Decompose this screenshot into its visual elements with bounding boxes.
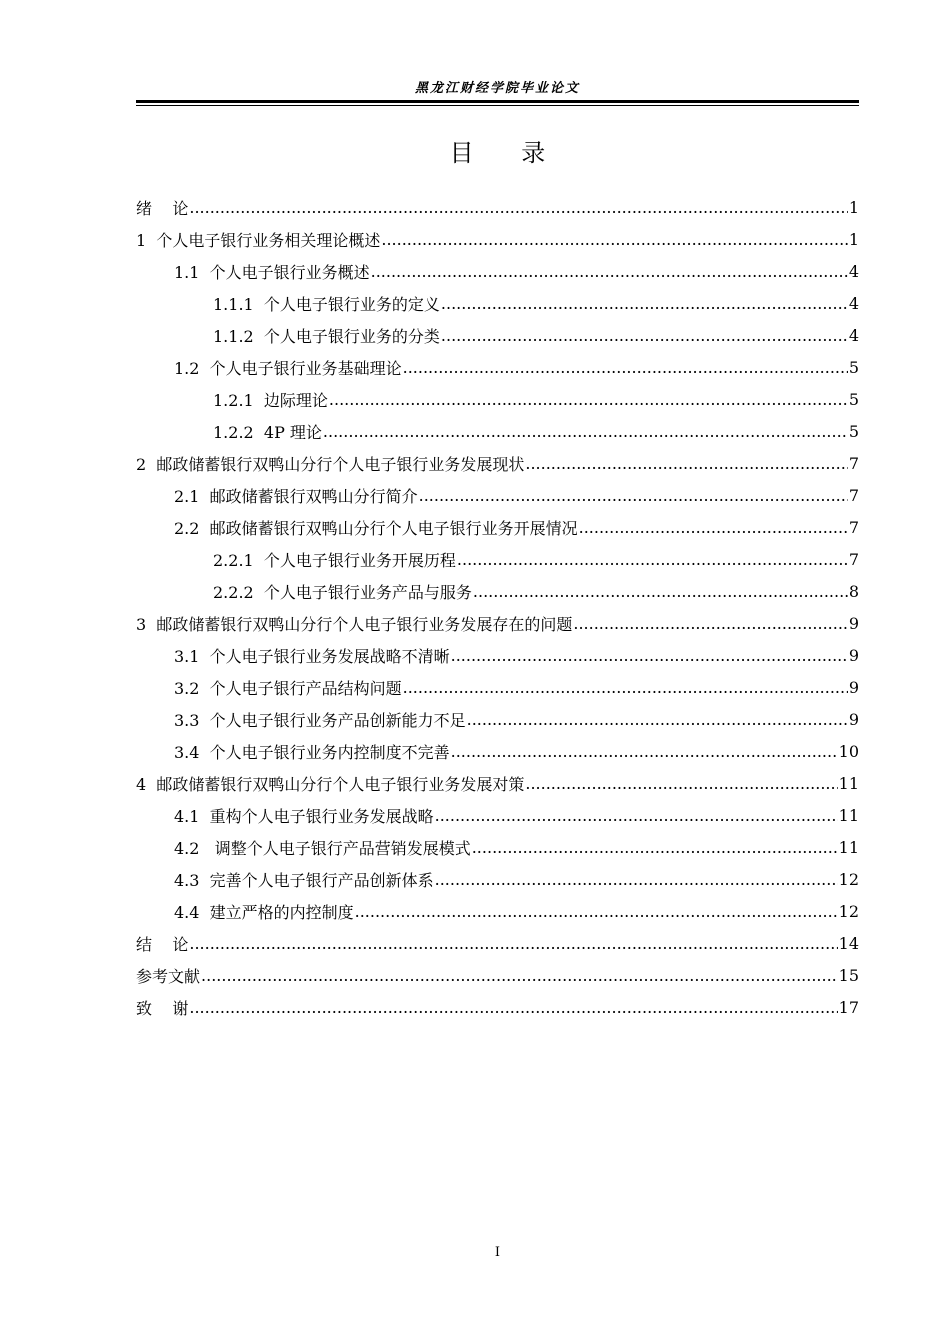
toc-title: 目 录	[449, 139, 546, 167]
toc-entry-3-1[interactable]	[136, 639, 859, 671]
toc-entry-label: 2.2.2 个人电子银行业务产品与服务	[213, 582, 472, 602]
toc-leader	[435, 806, 838, 825]
toc-entry-page: 5	[848, 357, 859, 377]
toc-entry-1-2-2[interactable]	[136, 415, 859, 447]
toc-entry-page: 7	[848, 517, 859, 537]
toc-entry-2-2-2[interactable]	[136, 575, 859, 607]
toc-entry-2-1[interactable]	[136, 479, 859, 511]
toc-entry-page: 4	[848, 261, 859, 281]
toc-entry-conclusion[interactable]	[136, 927, 859, 959]
toc-entry-page: 9	[848, 645, 859, 665]
toc-entry-page: 4	[848, 293, 859, 313]
toc-entry-label: 3.4 个人电子银行业务内控制度不完善	[174, 742, 450, 762]
toc-entry-label: 4.4 建立严格的内控制度	[174, 902, 354, 922]
toc-entry-label: 1.2.1 边际理论	[213, 390, 328, 410]
toc-entry-label: 1.1.2 个人电子银行业务的分类	[213, 326, 440, 346]
toc-entry-page: 7	[848, 485, 859, 505]
toc-entry-3[interactable]	[136, 607, 859, 639]
toc-entry-1-2[interactable]	[136, 351, 859, 383]
toc-leader	[525, 454, 847, 473]
toc-entry-page: 8	[848, 581, 859, 601]
toc-leader	[579, 518, 848, 537]
toc-entry-page: 9	[848, 709, 859, 729]
toc-entry-label: 结 论	[136, 934, 189, 954]
toc-entry-label: 1.2 个人电子银行业务基础理论	[174, 358, 402, 378]
toc-entry-page: 7	[848, 453, 859, 473]
toc-entry-1-1-1[interactable]	[136, 287, 859, 319]
toc-entry-page: 12	[838, 901, 859, 921]
toc-entry-page: 9	[848, 613, 859, 633]
toc-entry-label: 2.1 邮政储蓄银行双鸭山分行简介	[174, 486, 418, 506]
toc-entry-intro[interactable]	[136, 191, 859, 223]
toc-entry-2[interactable]	[136, 447, 859, 479]
toc-leader	[403, 358, 848, 377]
toc-leader	[189, 934, 837, 953]
toc-entry-label: 2.2.1 个人电子银行业务开展历程	[213, 550, 456, 570]
toc-leader	[419, 486, 848, 505]
toc-leader	[435, 870, 838, 889]
toc-leader	[201, 966, 838, 985]
toc-entry-4-2[interactable]	[136, 831, 859, 863]
toc-entry-4-4[interactable]	[136, 895, 859, 927]
toc-leader	[472, 838, 838, 857]
toc-leader	[189, 998, 837, 1017]
toc-entry-label: 4.2 调整个人电子银行产品营销发展模式	[174, 838, 471, 858]
toc-leader	[467, 710, 848, 729]
toc-entry-page: 1	[848, 197, 859, 217]
toc-entry-label: 3.3 个人电子银行业务产品创新能力不足	[174, 710, 466, 730]
toc-entry-4[interactable]	[136, 767, 859, 799]
toc-entry-1-1[interactable]	[136, 255, 859, 287]
toc-entry-label: 1.1 个人电子银行业务概述	[174, 262, 370, 282]
toc-entry-page: 14	[838, 933, 859, 953]
toc-entry-3-2[interactable]	[136, 671, 859, 703]
toc-leader	[451, 646, 848, 665]
toc-entry-page: 12	[838, 869, 859, 889]
toc-entry-1-2-1[interactable]	[136, 383, 859, 415]
header-rule-thick	[136, 100, 859, 103]
running-header: 黑龙江财经学院毕业论文	[414, 81, 580, 96]
toc-entry-label: 1.2.2 4P 理论	[213, 422, 322, 442]
toc-entry-page: 17	[838, 997, 859, 1017]
toc-leader	[329, 390, 848, 409]
toc-entry-page: 5	[848, 421, 859, 441]
toc-entry-label: 4 邮政储蓄银行双鸭山分行个人电子银行业务发展对策	[136, 774, 525, 794]
toc-entry-page: 7	[848, 549, 859, 569]
toc-entry-references[interactable]	[136, 959, 859, 991]
toc-leader	[441, 294, 848, 313]
toc-entry-label: 1 个人电子银行业务相关理论概述	[136, 230, 381, 250]
toc-entry-2-2-1[interactable]	[136, 543, 859, 575]
toc-entry-label: 3.2 个人电子银行产品结构问题	[174, 678, 402, 698]
toc-entry-label: 绪 论	[136, 198, 189, 218]
toc-leader	[355, 902, 838, 921]
toc-leader	[441, 326, 848, 345]
toc-entry-label: 致 谢	[136, 998, 189, 1018]
table-of-contents	[136, 191, 859, 1023]
toc-entry-page: 11	[838, 773, 859, 793]
header-rule-thin	[136, 105, 859, 106]
toc-leader	[189, 198, 847, 217]
toc-entry-label: 参考文献	[136, 966, 201, 986]
toc-entry-4-3[interactable]	[136, 863, 859, 895]
page-number: I	[494, 1245, 501, 1260]
toc-leader	[323, 422, 848, 441]
toc-entry-1[interactable]	[136, 223, 859, 255]
toc-leader	[457, 550, 848, 569]
toc-leader	[473, 582, 848, 601]
toc-entry-page: 9	[848, 677, 859, 697]
toc-entry-label: 1.1.1 个人电子银行业务的定义	[213, 294, 440, 314]
toc-entry-page: 4	[848, 325, 859, 345]
toc-entry-acknowledgements[interactable]	[136, 991, 859, 1023]
toc-leader	[371, 262, 848, 281]
toc-entry-label: 3 邮政储蓄银行双鸭山分行个人电子银行业务发展存在的问题	[136, 614, 573, 634]
toc-leader	[451, 742, 838, 761]
toc-entry-label: 4.1 重构个人电子银行业务发展战略	[174, 806, 434, 826]
toc-entry-2-2[interactable]	[136, 511, 859, 543]
toc-entry-4-1[interactable]	[136, 799, 859, 831]
toc-entry-label: 3.1 个人电子银行业务发展战略不清晰	[174, 646, 450, 666]
toc-entry-page: 10	[838, 741, 859, 761]
toc-entry-page: 11	[838, 837, 859, 857]
toc-entry-label: 2 邮政储蓄银行双鸭山分行个人电子银行业务发展现状	[136, 454, 525, 474]
toc-leader	[573, 614, 847, 633]
toc-leader	[525, 774, 837, 793]
toc-leader	[403, 678, 848, 697]
toc-entry-page: 1	[848, 229, 859, 249]
toc-entry-1-1-2[interactable]	[136, 319, 859, 351]
toc-entry-3-3[interactable]	[136, 703, 859, 735]
toc-leader	[381, 230, 847, 249]
toc-entry-page: 15	[838, 965, 859, 985]
toc-entry-page: 11	[838, 805, 859, 825]
toc-entry-label: 4.3 完善个人电子银行产品创新体系	[174, 870, 434, 890]
toc-entry-page: 5	[848, 389, 859, 409]
toc-entry-label: 2.2 邮政储蓄银行双鸭山分行个人电子银行业务开展情况	[174, 518, 578, 538]
toc-entry-3-4[interactable]	[136, 735, 859, 767]
